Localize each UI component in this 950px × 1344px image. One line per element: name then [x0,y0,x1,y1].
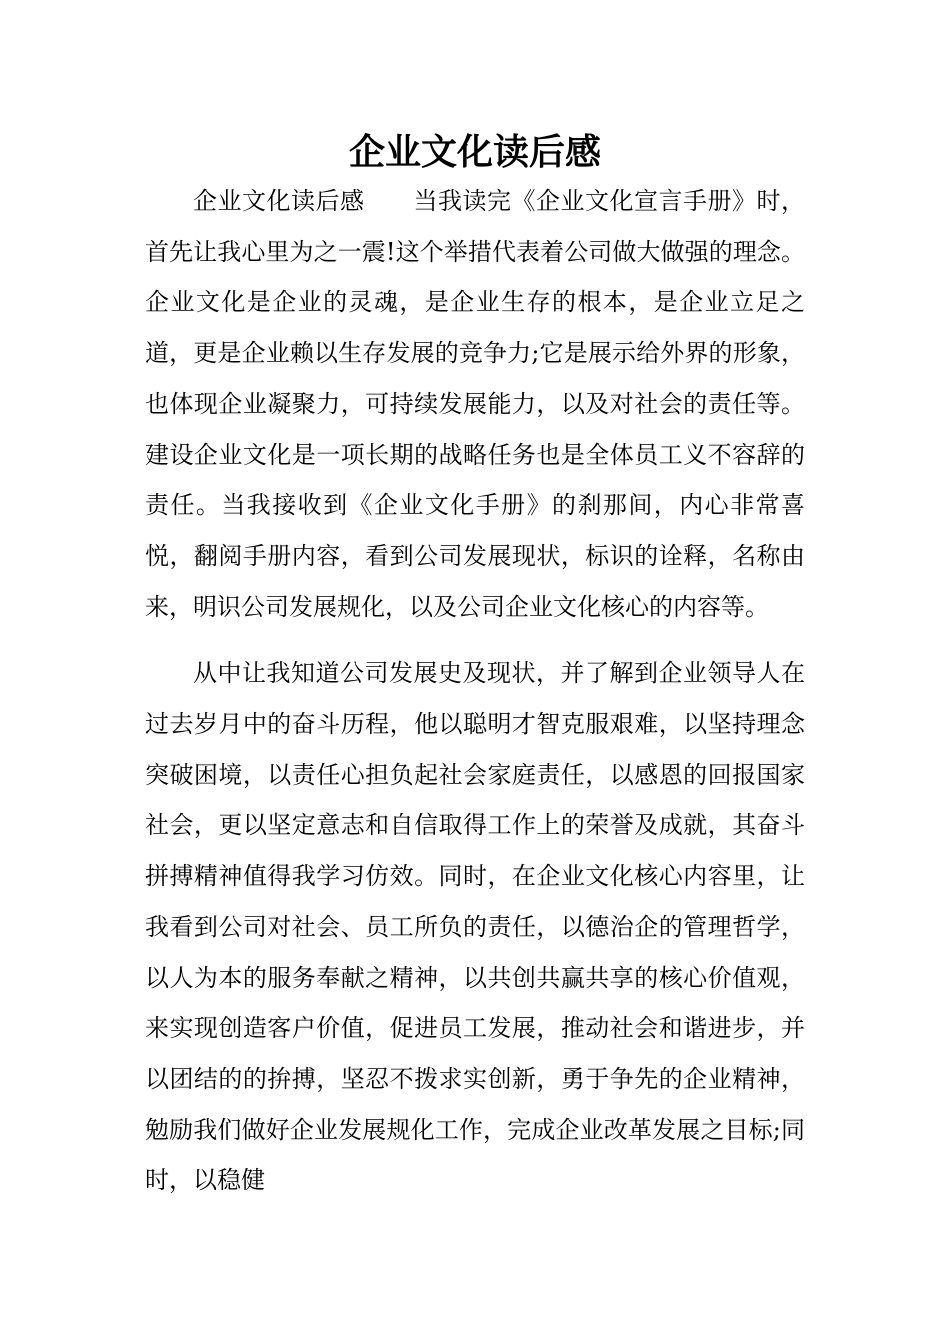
paragraph-1: 企业文化读后感 当我读完《企业文化宣言手册》时，首先让我心里为之一震!这个举措代表着公司做大做强的理念。企业文化是企业的灵魂，是企业生存的根本，是企业立足之道，更是企业赖以生存发展的竞争力;它是展示给外界的形象，也体现企业凝聚力，可持续发展能力，以及对社会的责任等。建设企业文化是一项长期的战略任务也是全体员工义不容辞的责任。当我接收到《企业文化手册》的刹那间，内心非常喜悦，翻阅手册内容，看到公司发展现状，标识的诠释，名称由来，明识公司发展规化，以及公司企业文化核心的内容等。 [145,187,805,621]
paragraph-2: 从中让我知道公司发展史及现状，并了解到企业领导人在过去岁月中的奋斗历程，他以聪明才智克服艰难，以坚持理念突破困境，以责任心担负起社会家庭责任，以感恩的回报国家社会，更以坚定意志和自信取得工作上的荣誉及成就，其奋斗拼搏精神值得我学习仿效。同时，在企业文化核心内容里，让我看到公司对社会、员工所负的责任，以德治企的管理哲学，以人为本的服务奉献之精神，以共创共赢共享的核心价值观，来实现创造客户价值，促进员工发展，推动社会和谐进步，并以团结的的拚搏，坚忍不拨求实创新，勇于争先的企业精神，勉励我们做好企业发展规化工作，完成企业改革发展之目标;同时，以稳健 [145,659,805,1195]
document-title: 企业文化读后感 [348,131,601,173]
document-page [145,126,805,1206]
